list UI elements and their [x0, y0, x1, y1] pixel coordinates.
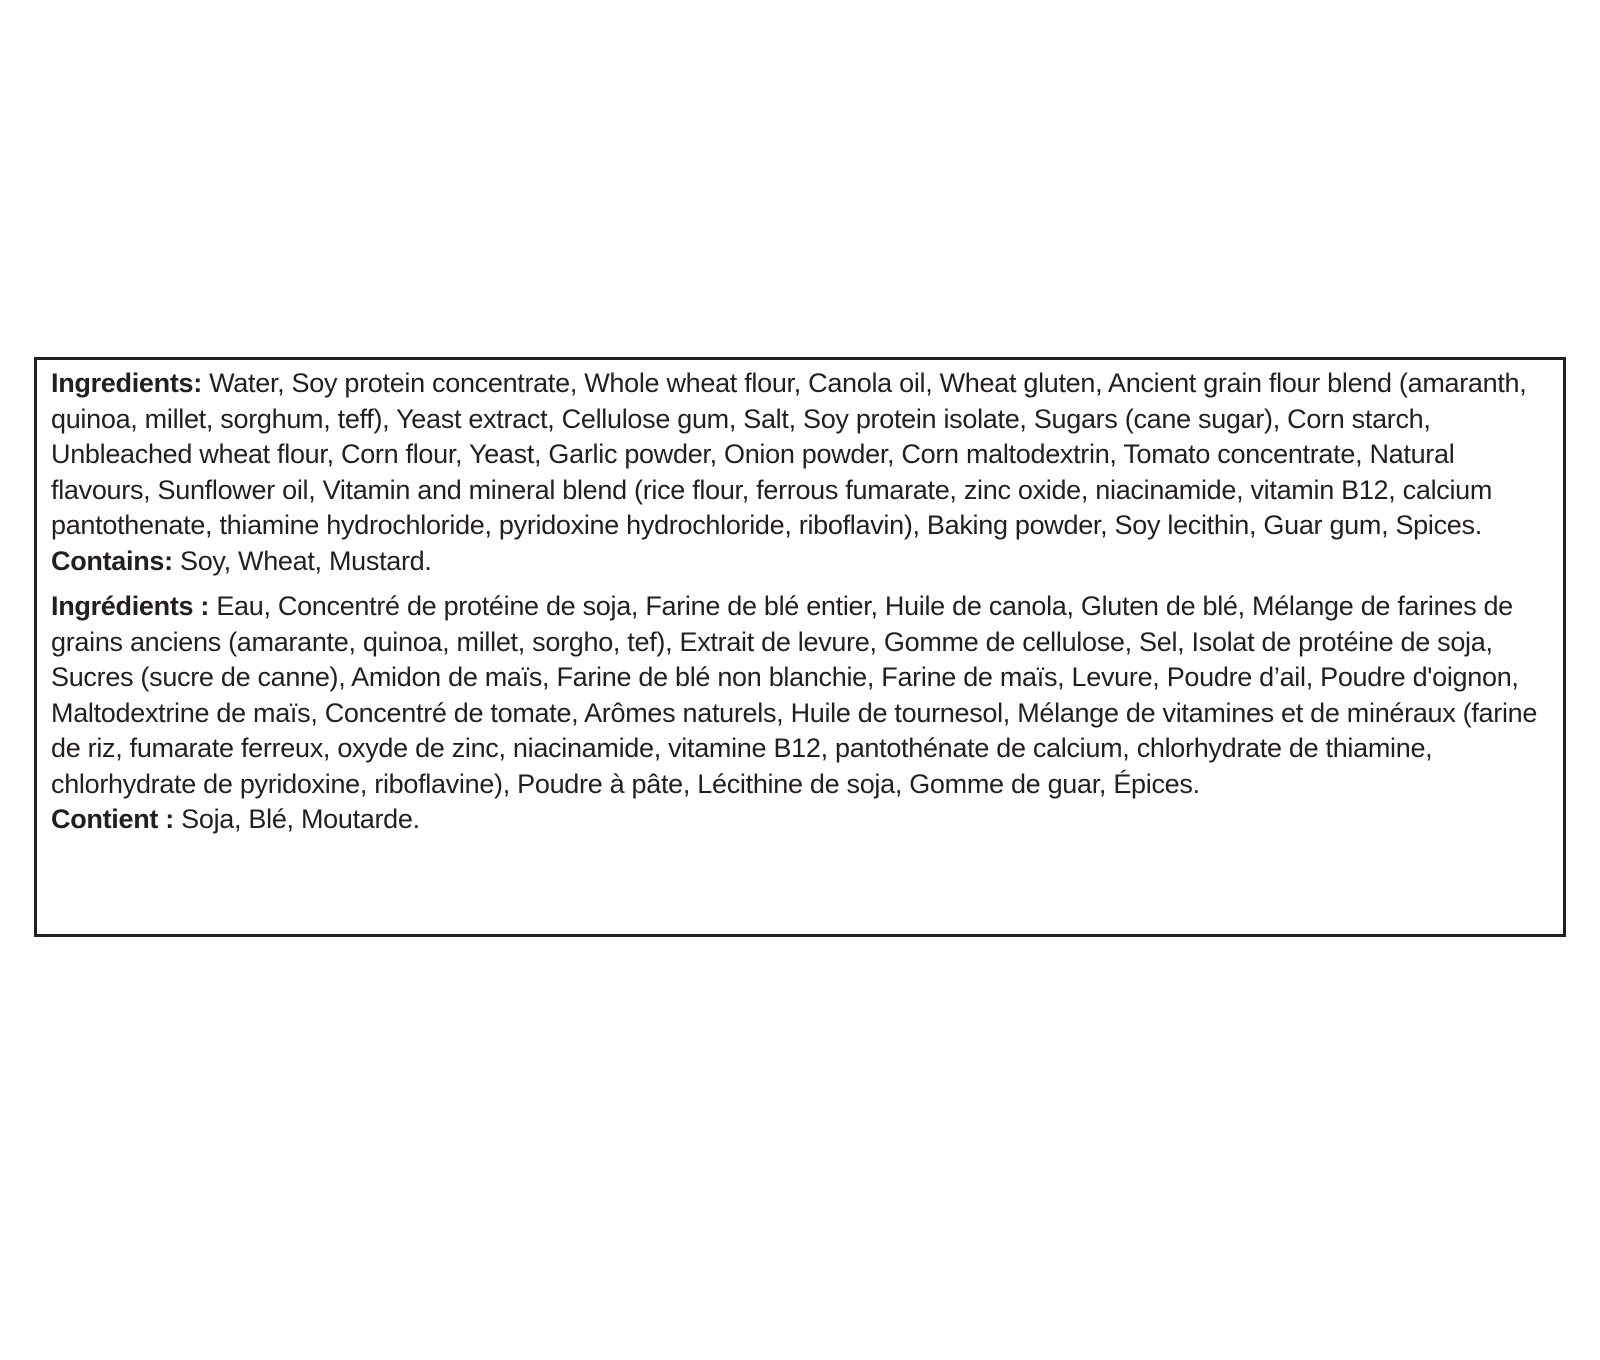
french-allergens	[51, 802, 1549, 838]
french-ingredients-text: Eau, Concentré de protéine de soja, Farine de blé entier, Huile de canola, Gluten de blé, Mélange de farines de grains anciens (amarante, quinoa, millet, sorgho, tef), Extrait de levure, Gomme de cellulose, Sel, Isolat de protéine de soja, Sucres (sucre de canne), Amidon de maïs, Farine de blé non blanchie, Farine de maïs, Levure, Poudre d’ail, Poudre d'oignon, Maltodextrine de maïs, Concentré de tomate, Arômes naturels, Huile de tournesol, Mélange de vitamines et de minéraux (farine de riz, fumarate ferreux, oxyde de zinc, niacinamide, vitamine B12, pantothénate de calcium, chlorhydrate de thiamine, chlorhydrate de pyridoxine, riboflavine), Poudre à pâte, Lécithine de soja, Gomme de guar, Épices.	[51, 591, 1538, 799]
french-contains-text: Soja, Blé, Moutarde.	[173, 804, 420, 834]
english-allergens	[51, 544, 1549, 580]
ingredients-label-box	[34, 357, 1566, 937]
english-contains-text: Soy, Wheat, Mustard.	[172, 545, 432, 576]
english-ingredients-text: Water, Soy protein concentrate, Whole wheat flour, Canola oil, Wheat gluten, Ancient grain flour blend (amaranth, quinoa, millet, sorghum, teff), Yeast extract, Cellulose gum, Salt, Soy protein isolate, Sugars (cane sugar), Corn starch, Unbleached wheat flour, Corn flour, Yeast, Garlic powder, Onion powder, Corn maltodextrin, Tomato concentrate, Natural flavours, Sunflower oil, Vitamin and mineral blend (rice flour, ferrous fumarate, zinc oxide, niacinamide, vitamin B12, calcium pantothenate, thiamine hydrochloride, pyridoxine hydrochloride, riboflavin), Baking powder, Soy lecithin, Guar gum, Spices.	[51, 368, 1527, 540]
french-contains-heading: Contient :	[51, 804, 174, 834]
french-ingredients-heading: Ingrédients :	[51, 591, 210, 621]
english-ingredients	[51, 366, 1549, 544]
french-ingredients	[51, 589, 1549, 802]
english-contains-heading: Contains:	[51, 545, 173, 576]
english-ingredients-heading: Ingredients:	[51, 368, 202, 398]
